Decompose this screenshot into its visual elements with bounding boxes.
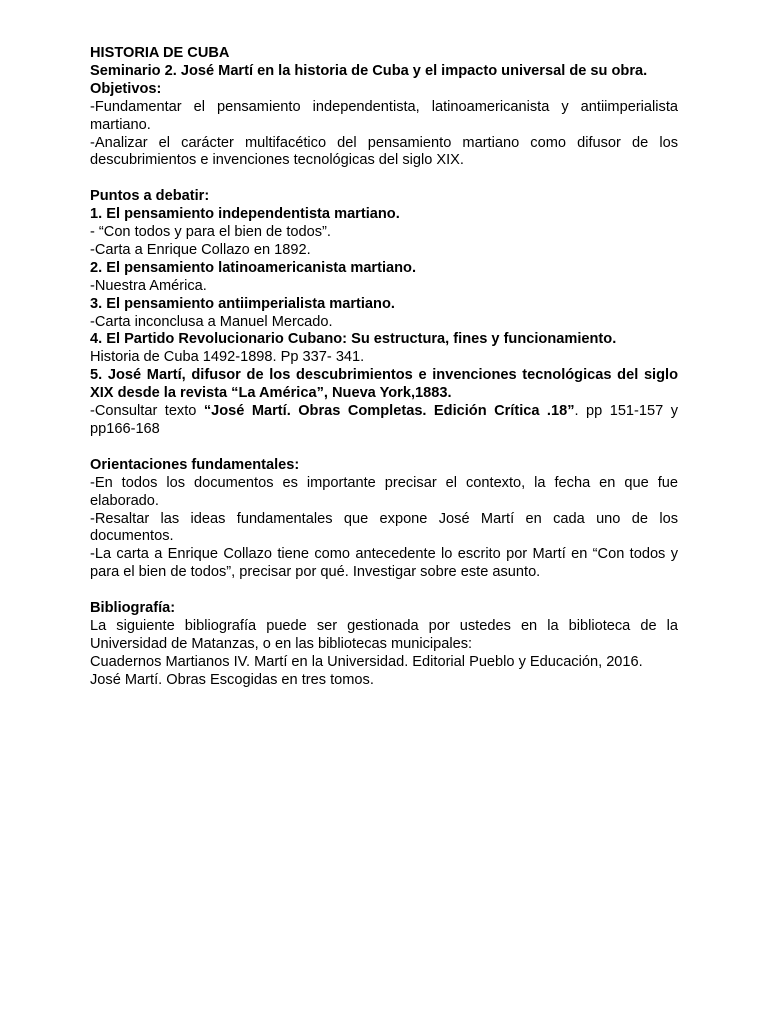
point-4-title: 4. El Partido Revolucionario Cubano: Su estructura, fines y funcionamiento.: [90, 331, 617, 348]
objective-item: -Analizar el carácter multifacético del pensamiento martiano como difusor de los descubrimientos e invenciones tecnológicas del siglo XIX.: [90, 134, 678, 169]
orientations-heading: Orientaciones fundamentales:: [90, 456, 300, 473]
orientation-item: -Resaltar las ideas fundamentales que expone José Martí en cada uno de los documentos.: [90, 510, 678, 545]
section-spacer: [90, 170, 678, 188]
point-2-item: -Nuestra América.: [90, 277, 207, 294]
point-4-reference: Historia de Cuba 1492-1898. Pp 337- 341.: [90, 349, 365, 366]
orientation-item: -En todos los documentos es importante precisar el contexto, la fecha en que fue elaborado.: [90, 474, 678, 509]
bibliography-item: José Martí. Obras Escogidas en tres tomos.: [90, 671, 374, 688]
point-3-title: 3. El pensamiento antiimperialista martiano.: [90, 295, 395, 312]
bibliography-heading: Bibliografía:: [90, 600, 176, 617]
objectives-heading: Objetivos:: [90, 80, 162, 97]
seminar-title: Seminario 2. José Martí en la historia de Cuba y el impacto universal de su obra.: [90, 62, 648, 79]
points-heading: Puntos a debatir:: [90, 188, 210, 205]
objective-item: -Fundamentar el pensamiento independentista, latinoamericanista y antiimperialista martiano.: [90, 98, 678, 133]
document-page: [90, 45, 678, 690]
section-spacer: [90, 439, 678, 457]
consult-pages: . pp 151-157 y pp166-168: [90, 403, 678, 438]
document-title: HISTORIA DE CUBA: [90, 45, 230, 61]
point-5-consult: [90, 403, 678, 439]
point-2-title: 2. El pensamiento latinoamericanista martiano.: [90, 259, 417, 276]
orientation-item: -La carta a Enrique Collazo tiene como antecedente lo escrito por Martí en “Con todos y para el bien de todos”, precisar por qué. Investigar sobre este asunto.: [90, 546, 678, 581]
bibliography-item: Cuadernos Martianos IV. Martí en la Universidad. Editorial Pueblo y Educación, 2016.: [90, 653, 643, 670]
point-1-item: - “Con todos y para el bien de todos”.: [90, 224, 331, 241]
point-1-title: 1. El pensamiento independentista martiano.: [90, 206, 400, 223]
consult-source-title: “José Martí. Obras Completas. Edición Crítica .18”: [203, 403, 575, 420]
section-spacer: [90, 582, 678, 600]
bibliography-intro: La siguiente bibliografía puede ser gestionada por ustedes en la biblioteca de la Universidad de Matanzas, o en las bibliotecas municipales:: [90, 617, 678, 652]
point-1-item: -Carta a Enrique Collazo en 1892.: [90, 241, 311, 258]
point-5-title: 5. José Martí, difusor de los descubrimientos e invenciones tecnológicas del siglo XIX desde la revista “La América”, Nueva York,1883.: [90, 367, 678, 402]
consult-prefix: -Consultar texto: [90, 403, 204, 420]
point-3-item: -Carta inconclusa a Manuel Mercado.: [90, 313, 333, 330]
